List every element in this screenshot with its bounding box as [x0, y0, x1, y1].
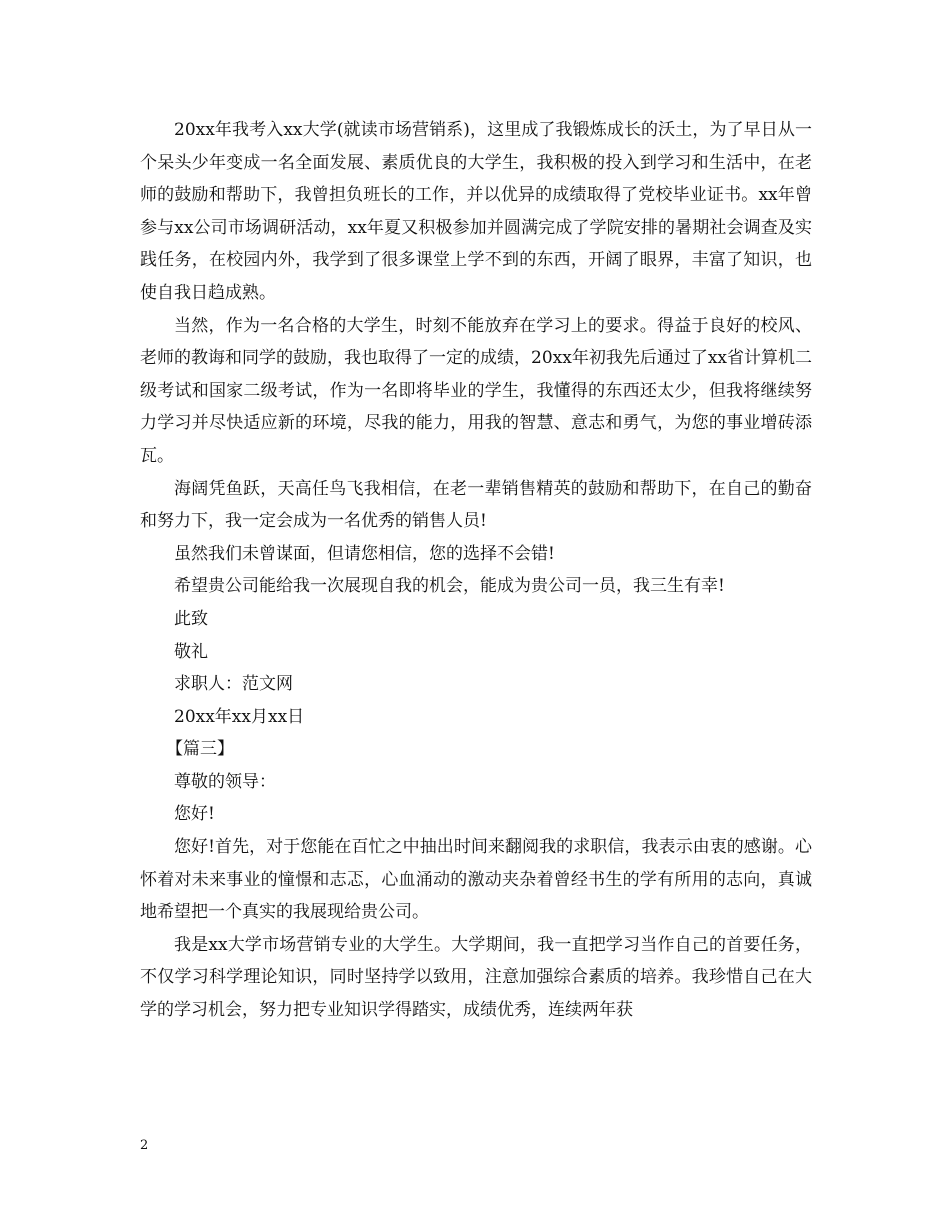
paragraph-thanks: 您好!首先，对于您能在百忙之中抽出时间来翻阅我的求职信，我表示由衷的感谢。心怀着对未来事业的憧憬和志忑，心血涌动的激动夹杂着曾经书生的学有所用的志向，真诚地希望把一个真实的我展现给贵公司。 [140, 837, 812, 923]
paragraph-trust: 虽然我们未曾谋面，但请您相信，您的选择不会错! [174, 543, 555, 564]
paragraph-hope: 希望贵公司能给我一次展现自我的机会，能成为贵公司一员，我三生有幸! [174, 576, 725, 597]
paragraph-confidence: 海阔凭鱼跃，天高任鸟飞我相信，在老一辈销售精英的鼓励和帮助下，在自己的勤奋和努力下，我一定会成为一名优秀的销售人员! [140, 478, 812, 532]
applicant-signature: 求职人：范文网 [174, 674, 293, 695]
closing-regards: 敬礼 [174, 641, 208, 662]
closing-salutation: 此致 [174, 608, 208, 629]
paragraph-university-experience: 20xx年我考入xx大学(就读市场营销系)，这里成了我锻炼成长的沃土，为了早日从一个呆头少年变成一名全面发展、素质优良的大学生，我积极的投入到学习和生活中，在老师的鼓励和帮助下，我曾担负班长的工作，并以优异的成绩取得了党校毕业证书。xx年曾参与xx公司市场调研活动，xx年夏又积极参加并圆满完成了学院安排的暑期社会调查及实践任务，在校园内外，我学到了很多课堂上学不到的东西，开阔了眼界，丰富了知识，也使自我日趋成熟。 [140, 120, 812, 303]
section-heading: 【篇三】 [166, 739, 234, 760]
letter-date: 20xx年xx月xx日 [174, 706, 305, 727]
letter-body [140, 114, 812, 1027]
paragraph-study-achievements: 当然，作为一名合格的大学生，时刻不能放弃在学习上的要求。得益于良好的校风、老师的教诲和同学的鼓励，我也取得了一定的成绩，20xx年初我先后通过了xx省计算机二级考试和国家二级考试，作为一名即将毕业的学生，我懂得的东西还太少，但我将继续努力学习并尽快适应新的环境，尽我的能力，用我的智慧、意志和勇气，为您的事业增砖添瓦。 [140, 315, 812, 466]
greeting-recipient: 尊敬的领导： [174, 771, 276, 792]
greeting-hello: 您好! [174, 804, 215, 825]
page-number: 2 [140, 1138, 149, 1153]
paragraph-self-introduction: 我是xx大学市场营销专业的大学生。大学期间，我一直把学习当作自己的首要任务，不仅学习科学理论知识，同时坚持学以致用，注意加强综合素质的培养。我珍惜自己在大学的学习机会，努力把专业知识学得踏实，成绩优秀，连续两年获 [140, 934, 812, 1021]
